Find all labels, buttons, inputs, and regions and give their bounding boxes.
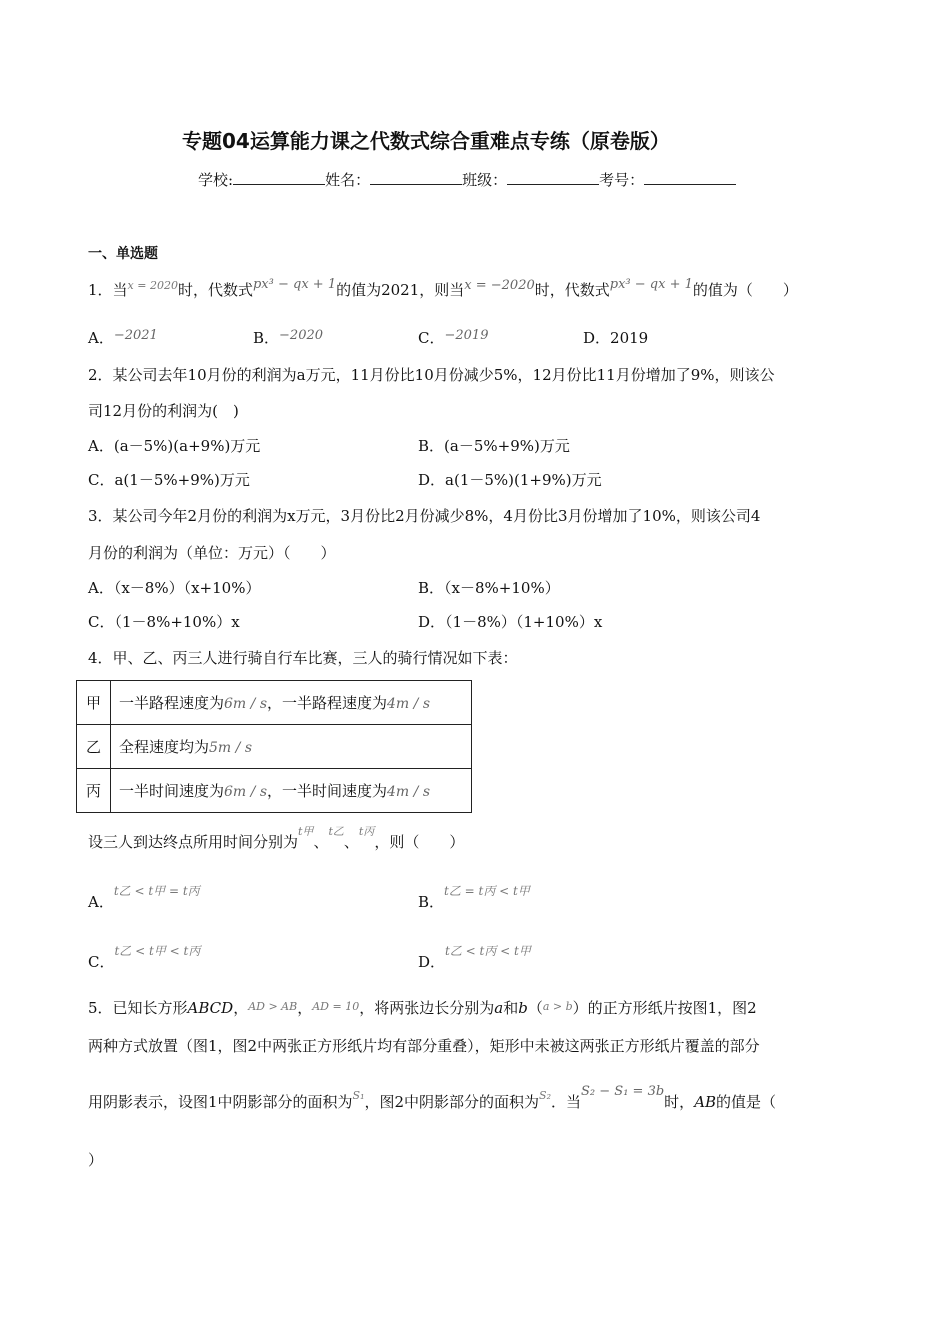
q5-text: ，将两张边长分别为 [359, 999, 495, 1017]
question-5-line-4: ） [88, 1151, 104, 1169]
q5-text: 时， [664, 1093, 695, 1111]
q1-expression-1: px³ − qx + 1 [252, 277, 337, 292]
cell-math: 4m / s [387, 784, 430, 800]
rectangle-name: ABCD [187, 999, 234, 1017]
q5-text: 的值是（ [716, 1093, 777, 1111]
question-4-stem: 4．甲、乙、丙三人进行骑自行车比赛，三人的骑行情况如下表： [88, 649, 518, 667]
option-text: −2020 [279, 328, 324, 343]
table-cell-person: 丙 [77, 769, 111, 813]
cell-math: 6m / s [224, 696, 267, 712]
option-letter: A． [88, 579, 114, 597]
option-letter: D． [583, 329, 611, 347]
q5-condition-3: a > b [542, 1000, 573, 1013]
q1-expression-2: px³ − qx + 1 [609, 277, 693, 292]
option-letter: C． [88, 613, 115, 631]
q1-text: 时，代数式 [177, 281, 253, 299]
q5-text: （ [527, 999, 543, 1017]
question-1-stem [88, 277, 798, 302]
exam-no-label: 考号： [599, 171, 645, 189]
cell-text: 一半时间速度为 [119, 782, 225, 800]
q4-text: 、 [343, 833, 359, 851]
q5-condition-2: AD = 10 [312, 1000, 360, 1013]
q2-option-c[interactable] [88, 470, 250, 490]
q1-option-b[interactable] [253, 328, 323, 350]
question-5-line-2: 两种方式放置（图1，图2中两张正方形纸片均有部分重叠），矩形中未被这两张正方形纸片覆盖的部分 [88, 1037, 760, 1055]
option-text: (a－5%+9%)万元 [444, 437, 570, 455]
table-row [77, 725, 472, 769]
q4-option-a[interactable] [88, 884, 200, 913]
q3-option-c[interactable] [88, 612, 240, 632]
exam-no-blank [644, 170, 736, 185]
option-letter: D． [418, 953, 446, 971]
student-info-line [198, 170, 736, 190]
option-letter: D． [418, 613, 446, 631]
class-blank [507, 170, 599, 185]
cell-math: 6m / s [224, 784, 267, 800]
q1-option-a[interactable] [88, 328, 158, 350]
name-blank [370, 170, 462, 185]
q2-option-a[interactable] [88, 436, 260, 456]
option-letter: C． [88, 471, 115, 489]
option-text: −2021 [113, 328, 158, 343]
q1-text: 时，代数式 [534, 281, 610, 299]
cell-math: 4m / s [387, 696, 430, 712]
option-letter: C． [88, 953, 115, 971]
table-cell-person: 乙 [77, 725, 111, 769]
q1-text: 的值为（ ） [692, 281, 798, 299]
option-letter: B． [418, 437, 445, 455]
option-text: t乙 < t甲 = t丙 [113, 884, 200, 898]
question-2-line-2: 司12月份的利润为( ) [88, 402, 239, 420]
q3-option-a[interactable] [88, 578, 260, 598]
option-letter: C． [418, 329, 445, 347]
question-2-line-1: 2．某公司去年10月份的利润为a万元，11月份比10月份减少5%，12月份比11月份增加了9%，则该公 [88, 366, 775, 384]
q5-text: 用阴影表示，设图1中阴影部分的面积为 [88, 1093, 353, 1111]
question-4-followup [88, 825, 465, 854]
question-5-line-1 [88, 998, 757, 1020]
q2-option-d[interactable] [418, 470, 602, 490]
option-text: −2019 [444, 328, 489, 343]
option-text: (a－5%)(a+9%)万元 [113, 437, 261, 455]
q5-condition-1: AD > AB [248, 1000, 298, 1013]
school-label: 学校: [198, 171, 234, 189]
q5-text: ， [297, 999, 313, 1017]
variable-b: b [518, 999, 528, 1017]
option-letter: A． [88, 437, 114, 455]
table-cell-person: 甲 [77, 681, 111, 725]
q4-text: ，则（ ） [374, 833, 465, 851]
q3-option-b[interactable] [418, 578, 560, 598]
area-difference-equation: S₂ − S₁ = 3b [581, 1084, 665, 1099]
q5-text: ， [233, 999, 249, 1017]
question-5-line-3 [88, 1084, 777, 1114]
time-symbol-yi: t乙 [328, 825, 344, 838]
cell-text: ，一半时间速度为 [267, 782, 388, 800]
option-letter: B． [418, 579, 445, 597]
q1-condition-1: x = 2020 [127, 279, 178, 292]
time-symbol-jia: t甲 [298, 825, 314, 838]
section-title: 一、单选题 [88, 246, 158, 262]
option-text: （x－8%+10%） [444, 579, 560, 597]
riding-speed-table [76, 680, 472, 813]
q1-option-d[interactable] [583, 328, 648, 348]
q1-text: 1．当 [88, 281, 128, 299]
option-text: （1－8%+10%）x [114, 613, 240, 631]
cell-text: 全程速度均为 [119, 738, 210, 756]
q4-option-d[interactable] [418, 944, 531, 973]
q5-text: 5．已知长方形 [88, 999, 188, 1017]
q5-text: ．当 [551, 1093, 582, 1111]
q1-condition-2: x = −2020 [464, 278, 535, 293]
option-text: t乙 < t甲 < t丙 [114, 944, 201, 958]
q4-option-b[interactable] [418, 884, 530, 913]
cell-text: ，一半路程速度为 [267, 694, 388, 712]
cell-math: 5m / s [209, 740, 252, 756]
option-letter: A． [88, 329, 114, 347]
option-text: （1－8%）（1+10%）x [445, 613, 603, 631]
q4-text: 、 [313, 833, 329, 851]
q5-text: 和 [503, 999, 519, 1017]
q1-text: 的值为2021，则当 [336, 281, 465, 299]
option-letter: B． [253, 329, 280, 347]
option-letter: D． [418, 471, 446, 489]
page-title: 专题04运算能力课之代数式综合重难点专练（原卷版） [182, 129, 670, 153]
q4-text: 设三人到达终点所用时间分别为 [88, 833, 299, 851]
variable-a: a [494, 999, 504, 1017]
table-cell-description [111, 681, 472, 725]
q1-option-c[interactable] [418, 328, 488, 350]
option-letter: A． [88, 893, 114, 911]
question-3-line-2: 月份的利润为（单位：万元）（ ） [88, 544, 336, 562]
table-row [77, 769, 472, 813]
q3-option-d[interactable] [418, 612, 602, 632]
table-row [77, 681, 472, 725]
q5-text: ，图2中阴影部分的面积为 [364, 1093, 540, 1111]
q2-option-b[interactable] [418, 436, 570, 456]
option-text: a(1－5%)(1+9%)万元 [445, 471, 602, 489]
option-letter: B． [418, 893, 445, 911]
cell-text: 一半路程速度为 [119, 694, 225, 712]
table-cell-description [111, 725, 472, 769]
option-text: a(1－5%+9%)万元 [114, 471, 250, 489]
school-blank [233, 170, 325, 185]
area-s1: S₁ [352, 1089, 365, 1102]
option-text: t乙 = t丙 < t甲 [444, 884, 530, 898]
class-label: 班级： [462, 171, 508, 189]
option-text: 2019 [610, 329, 649, 347]
option-text: t乙 < t丙 < t甲 [445, 944, 531, 958]
side-ab: AB [694, 1093, 717, 1111]
q4-option-c[interactable] [88, 944, 201, 973]
name-label: 姓名： [325, 171, 371, 189]
q5-text: ）的正方形纸片按图1，图2 [572, 999, 757, 1017]
time-symbol-bing: t丙 [358, 825, 375, 838]
area-s2: S₂ [539, 1089, 551, 1102]
option-text: （x－8%）（x+10%） [113, 579, 261, 597]
question-3-line-1: 3．某公司今年2月份的利润为x万元，3月份比2月份减少8%，4月份比3月份增加了10%，则该公司4 [88, 507, 761, 525]
table-cell-description [111, 769, 472, 813]
